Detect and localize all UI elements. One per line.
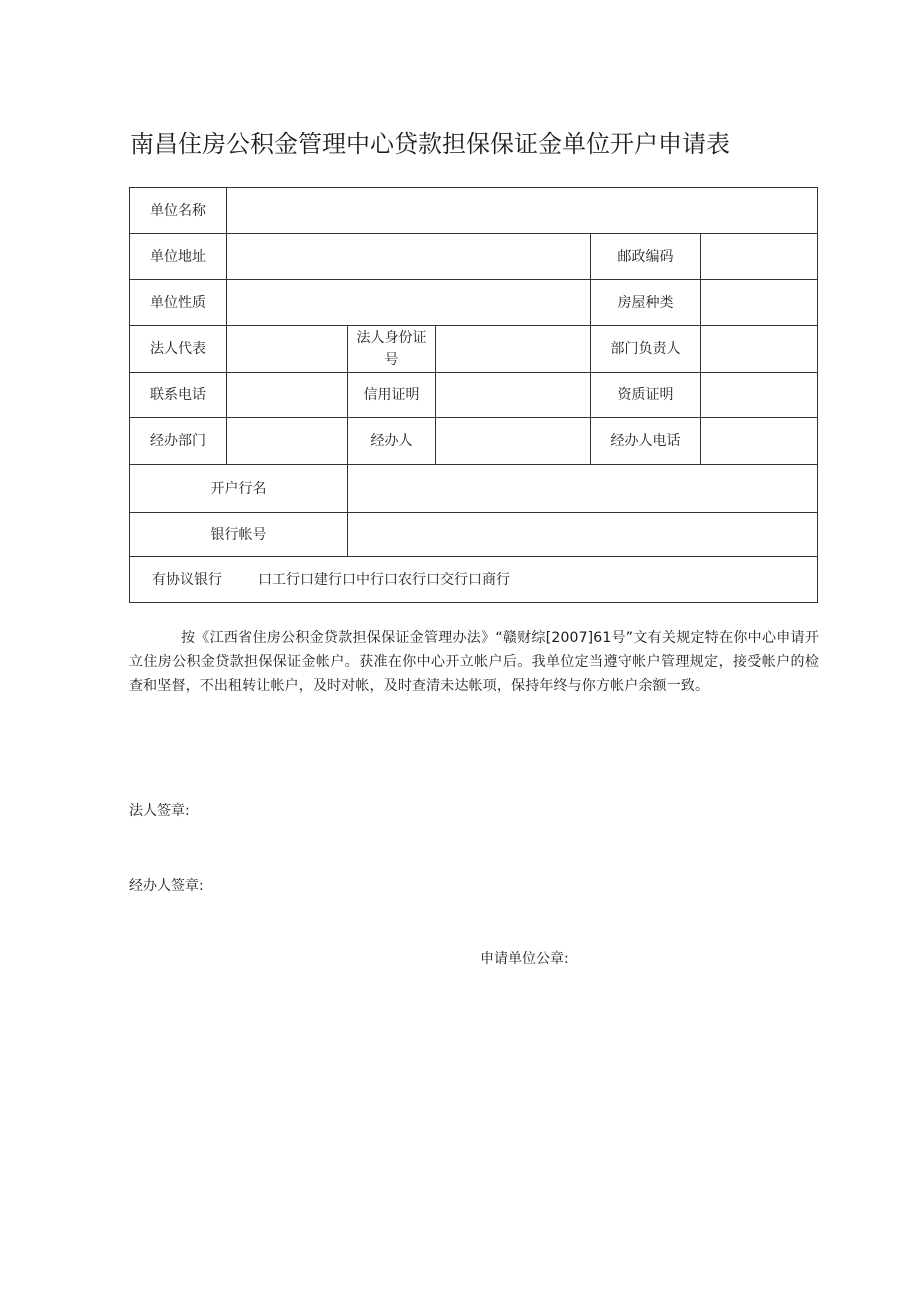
row-unit-nature [130, 280, 818, 326]
field-contact-phone[interactable] [227, 373, 348, 418]
field-credit-proof[interactable] [436, 373, 591, 418]
row-legal-rep [130, 326, 818, 373]
row-contact-phone [130, 373, 818, 418]
field-dept-head[interactable] [701, 326, 818, 373]
row-bank-name [130, 465, 818, 513]
label-bank-name: 开户行名 [130, 465, 348, 513]
label-dept-head: 部门负责人 [591, 326, 701, 373]
row-bank-account [130, 513, 818, 557]
bank-checkbox-options[interactable]: 口工行口建行口中行口农行口交行口商行 [258, 571, 510, 588]
field-unit-nature[interactable] [227, 280, 591, 326]
label-contact-phone: 联系电话 [130, 373, 227, 418]
field-bank-name[interactable] [348, 465, 818, 513]
label-house-type: 房屋种类 [591, 280, 701, 326]
label-handler: 经办人 [348, 418, 436, 465]
field-handler[interactable] [436, 418, 591, 465]
field-unit-name[interactable] [227, 188, 818, 234]
unit-seal-label: 申请单位公章: [480, 951, 569, 967]
field-handling-dept[interactable] [227, 418, 348, 465]
row-handling-dept [130, 418, 818, 465]
label-postcode: 邮政编码 [591, 234, 701, 280]
field-postcode[interactable] [701, 234, 818, 280]
legal-signature-label: 法人签章: [129, 803, 190, 819]
field-legal-id[interactable] [436, 326, 591, 373]
handler-signature-label: 经办人签章: [129, 878, 204, 894]
page-title: 南昌住房公积金管理中心贷款担保保证金单位开户申请表 [130, 130, 730, 158]
label-bank-account: 银行帐号 [130, 513, 348, 557]
field-legal-rep[interactable] [227, 326, 348, 373]
field-handler-phone[interactable] [701, 418, 818, 465]
declaration-paragraph: 按《江西省住房公积金贷款担保保证金管理办法》“赣财综[2007]61号”文有关规定特在你中心申请开立住房公积金贷款担保保证金帐户。获准在你中心开立帐户后。我单位定当遵守帐户管理规定，接受帐户的检查和坚督，不出租转让帐户，及时对帐，及时查清未达帐项，保持年终与你方帐户余额一致。 [129, 630, 819, 694]
field-house-type[interactable] [701, 280, 818, 326]
label-credit-proof: 信用证明 [348, 373, 436, 418]
label-legal-id: 法人身份证号 [348, 326, 436, 373]
label-unit-nature: 单位性质 [130, 280, 227, 326]
field-unit-address[interactable] [227, 234, 591, 280]
label-handling-dept: 经办部门 [130, 418, 227, 465]
label-qualification-proof: 资质证明 [591, 373, 701, 418]
application-form [129, 187, 818, 603]
label-unit-address: 单位地址 [130, 234, 227, 280]
label-unit-name: 单位名称 [130, 188, 227, 234]
field-bank-account[interactable] [348, 513, 818, 557]
label-agreement-bank: 有协议银行 [152, 571, 222, 588]
row-agreement-bank [130, 557, 818, 603]
field-qualification-proof[interactable] [701, 373, 818, 418]
row-unit-name [130, 188, 818, 234]
agreement-bank-cell [130, 557, 818, 603]
label-legal-rep: 法人代表 [130, 326, 227, 373]
label-handler-phone: 经办人电话 [591, 418, 701, 465]
row-unit-address [130, 234, 818, 280]
